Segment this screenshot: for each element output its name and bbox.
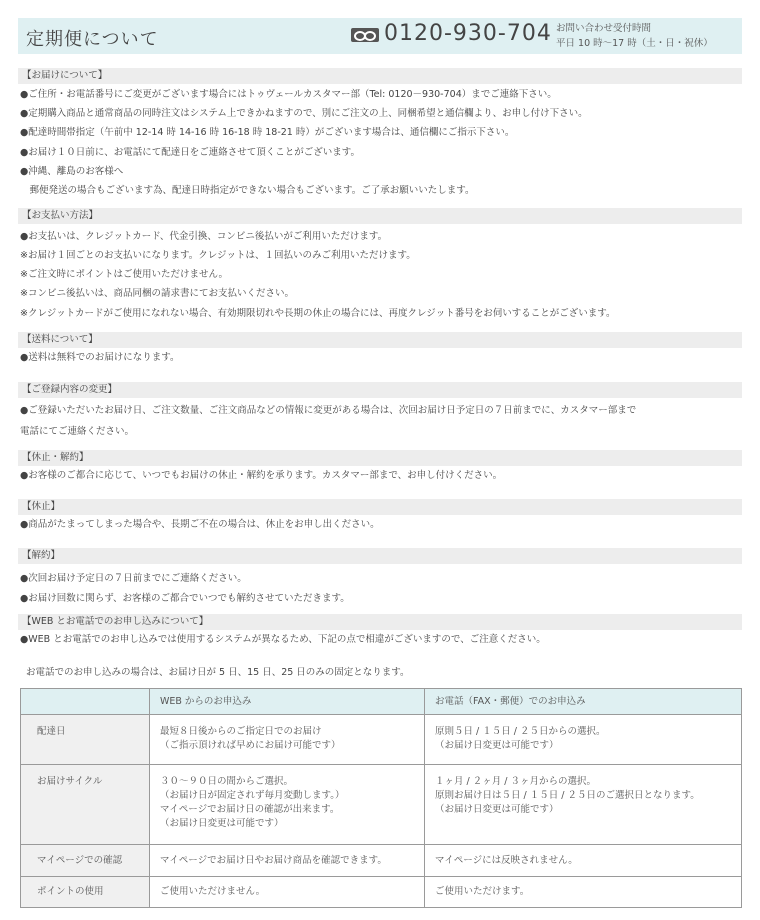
- phone-cell: [425, 877, 742, 908]
- cell-line: マイページには反映されません。: [435, 854, 578, 866]
- row-label: 配達日: [21, 715, 150, 765]
- cell-line: ご使用いただけません。: [160, 886, 266, 897]
- phone-number[interactable]: 0120-930-704: [384, 21, 552, 46]
- table-row: [21, 845, 742, 877]
- suspend-line: ●商品がたまってしまった場合や、長期ご不在の場合は、休止をお申し出ください。: [20, 519, 380, 530]
- cell-line: 最短８日後からのご指定日でのお届け: [160, 726, 322, 737]
- section-heading-change: 【ご登録内容の変更】: [18, 382, 742, 398]
- cell-line: （お届け日変更は可能です）: [435, 804, 559, 815]
- cell-line: （お届け日変更は可能です）: [160, 818, 284, 829]
- change-line: ●ご登録いただいたお届け日、ご注文数量、ご注文商品などの情報に変更がある場合は、次回お届け日予定日の７日前までに、カスタマー部まで: [20, 405, 637, 416]
- section-heading-payment: 【お支払い方法】: [18, 208, 742, 224]
- hours-value: 平日 10 時～17 時（土・日・祝休）: [556, 38, 713, 49]
- payment-line: ※クレジットカードがご使用になれない場合、有効期限切れや長期の休止の場合には、再度クレジット番号をお伺いすることがございます。: [20, 308, 616, 319]
- table-header-cell: WEB からのお申込み: [150, 689, 425, 715]
- section-heading-suspend-cancel: 【休止・解約】: [18, 450, 742, 466]
- phone-cell: [425, 845, 742, 877]
- section-heading-shipping: 【送料について】: [18, 332, 742, 348]
- web-cell: [150, 715, 425, 765]
- suspend-cancel-line: ●お客様のご都合に応じて、いつでもお届けの休止・解約を承ります。カスタマー部まで、お申し付けください。: [20, 470, 503, 481]
- cell-line: １ヶ月 / ２ヶ月 / ３ヶ月からの選択。: [435, 776, 596, 787]
- table-header-cell: [21, 689, 150, 715]
- web-phone-line: ●WEB とお電話でのお申し込みでは使用するシステムが異なるため、下記の点で相違がございますので、ご注意ください。: [20, 634, 546, 645]
- cell-line: （ご指示頂ければ早めにお届け可能です）: [160, 740, 341, 751]
- page-title: 定期便について: [26, 29, 159, 50]
- phone-cell: [425, 765, 742, 845]
- comparison-table: [20, 688, 742, 908]
- delivery-line: ●お届け１０日前に、お電話にて配達日をご連絡させて頂くことがございます。: [20, 147, 361, 158]
- shipping-line: ●送料は無料でのお届けになります。: [20, 352, 180, 363]
- cell-line: 原則お届け日は５日 / １５日 / ２５日のご選択日となります。: [435, 790, 700, 801]
- web-cell: [150, 845, 425, 877]
- page-header: [18, 18, 742, 54]
- phone-cell: [425, 715, 742, 765]
- cancel-line: ●お届け回数に関らず、お客様のご都合でいつでも解約させていただきます。: [20, 593, 350, 604]
- table-row: [21, 765, 742, 845]
- section-heading-cancel: 【解約】: [18, 548, 742, 564]
- payment-line: ※お届け１回ごとのお支払いになります。クレジットは、１回払いのみご利用いただけます。: [20, 250, 416, 261]
- delivery-line: ●沖縄、離島のお客様へ: [20, 166, 124, 177]
- freedial-icon: [351, 28, 379, 42]
- delivery-line: ●ご住所・お電話番号にご変更がございます場合にはトゥヴェールカスタマー部（Tel: 0120－930-704）までご連絡下さい。: [20, 89, 557, 100]
- cell-line: （お届け日が固定されず毎月変動します。）: [160, 790, 345, 801]
- table-row: [21, 715, 742, 765]
- cell-line: 原則５日 / １５日 / ２５日からの選択。: [435, 726, 606, 737]
- cell-line: （お届け日変更は可能です）: [435, 740, 559, 751]
- business-hours: [556, 21, 713, 51]
- row-label: マイページでの確認: [21, 845, 150, 877]
- section-heading-delivery: 【お届けについて】: [18, 68, 742, 84]
- cell-line: ３０～９０日の間からご選択。: [160, 776, 294, 787]
- section-heading-suspend: 【休止】: [18, 499, 742, 515]
- table-header-row: [21, 689, 742, 715]
- payment-line: ※ご注文時にポイントはご使用いただけません。: [20, 269, 229, 280]
- payment-line: ●お支払いは、クレジットカード、代金引換、コンビニ後払いがご利用いただけます。: [20, 231, 388, 242]
- phone-order-note: お電話でのお申し込みの場合は、お届け日が 5 日、15 日、25 日のみの固定となります。: [26, 667, 410, 678]
- web-cell: [150, 877, 425, 908]
- payment-line: ※コンビニ後払いは、商品同梱の請求書にてお支払いください。: [20, 288, 294, 299]
- cancel-line: ●次回お届け予定日の７日前までにご連絡ください。: [20, 573, 247, 584]
- row-label: お届けサイクル: [21, 765, 150, 845]
- delivery-line: ●配達時間帯指定（午前中 12-14 時 14-16 時 16-18 時 18-21 時）がございます場合は、通信欄にご指示下さい。: [20, 127, 515, 138]
- web-cell: [150, 765, 425, 845]
- cell-line: マイページでお届け日の確認が出来ます。: [160, 804, 340, 815]
- delivery-line: ●定期購入商品と通常商品の同時注文はシステム上できかねますので、別にご注文の上、同梱希望と通信欄より、お申し付け下さい。: [20, 108, 588, 119]
- table-row: [21, 877, 742, 908]
- section-heading-web-phone: 【WEB とお電話でのお申し込みについて】: [18, 614, 742, 630]
- row-label: ポイントの使用: [21, 877, 150, 908]
- change-line: 電話にてご連絡ください。: [20, 426, 135, 437]
- cell-line: マイページでお届け日やお届け商品を確認できます。: [160, 854, 387, 866]
- cell-line: ご使用いただけます。: [435, 886, 530, 897]
- table-header-cell: お電話（FAX・郵便）でのお申込み: [425, 689, 742, 715]
- delivery-line: 郵便発送の場合もございます為、配達日時指定ができない場合もございます。ご了承お願いいたします。: [20, 185, 475, 196]
- hours-label: お問い合わせ受付時間: [556, 23, 652, 34]
